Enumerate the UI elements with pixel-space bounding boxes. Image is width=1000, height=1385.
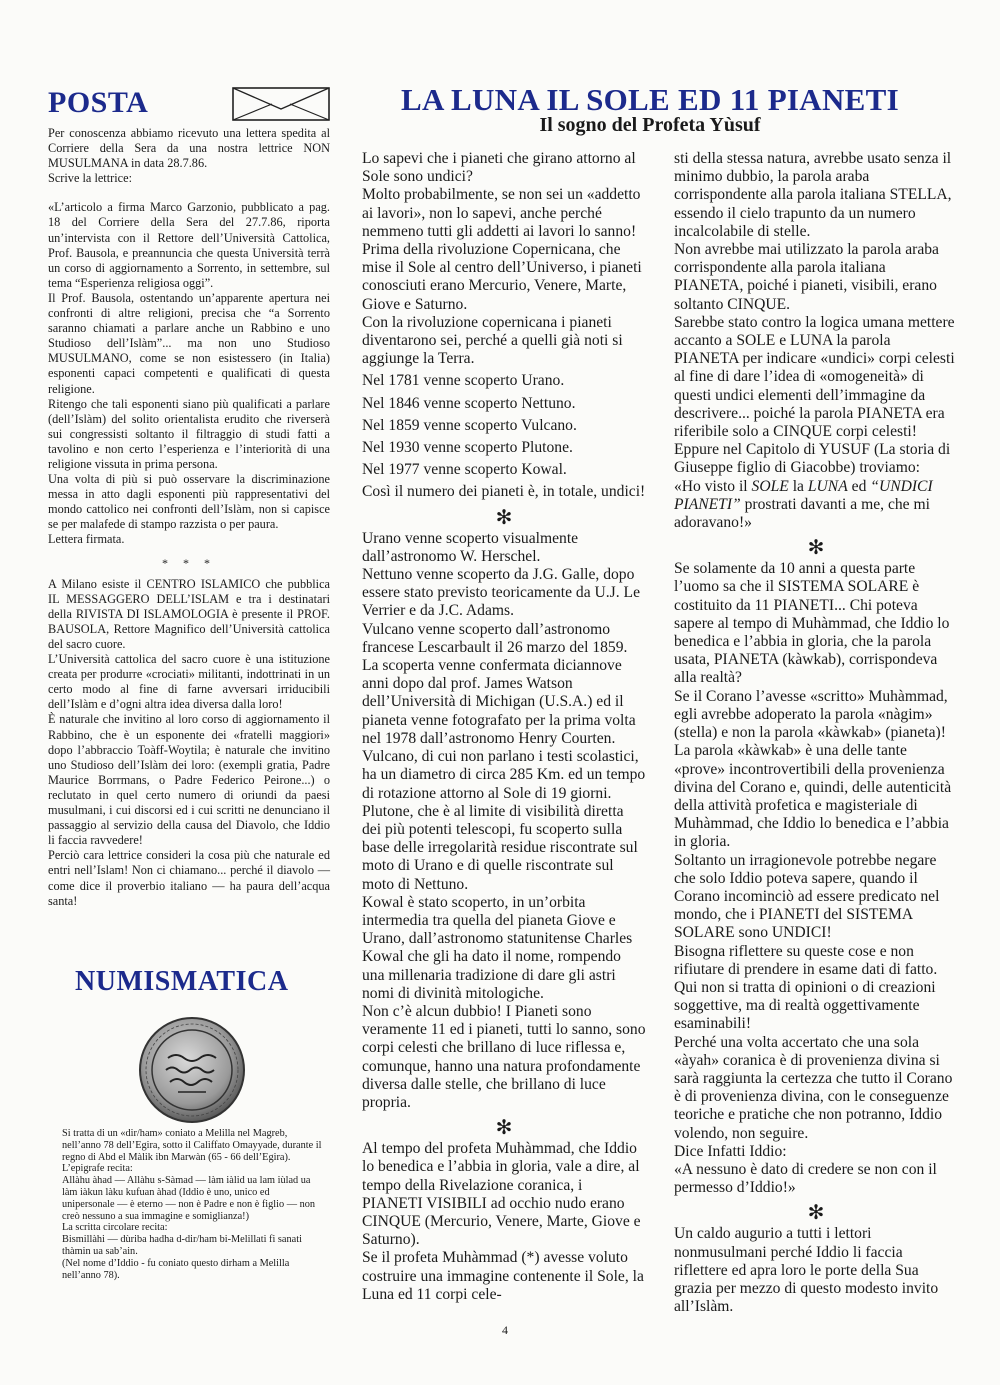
asterisk-separator: ✻ [495,504,513,529]
posta-body [48,126,330,909]
quran-quote [674,478,958,533]
article-paragraph: Prima della rivoluzione Copernicana, che mise il Sole al centro dell’Universo, i pianeti conosciuti erano Mercurio, Venere, Marte, Giove e Saturno. [362,241,642,313]
discovery-item: Nel 1930 venne scoperto Plutone. [362,439,573,457]
article-paragraph: Così il numero dei pianeti è, in totale, undici! [362,483,646,501]
page-number: 4 [502,1323,508,1337]
article-paragraph: Un caldo augurio a tutti i lettori nonmusulmani perché Iddio li faccia riflettere ed apra loro le porte della Sua grazia per mezzo di questo modesto invito all’Islàm. [674,1225,939,1316]
numismatica-title: NUMISMATICA [75,966,289,997]
article-paragraph: Lo sapevi che i pianeti che girano attorno al Sole sono undici? [362,150,636,186]
article-paragraph: La scoperta venne confermata diciannove anni dopo dal prof. James Watson dell’Università di Michigan (U.S.A.) ed il pianeta venne fotografato per la prima volta nel 1978 dall’astronomo Henry Courten. [362,657,636,747]
posta-paragraph: Il Prof. Bausola, ostentando un’apparente apertura nei confronti di altre religioni, precisa che “a Sorrento saranno chiamati a parlare anche un Rabbino e uno Studioso dell’Islàm”... ma non uno Studioso MUSULMANO, come se non esistessero (in Italia) esponenti capaci competenti e qualificati di questa religione. [48,290,330,396]
article-paragraph: Plutone, che è al limite di visibilità diretta dei più potenti telescopi, fu scoperto sulla base delle irregolarità residue riscontrate sul moto di Urano e di quelle riscontrate sul moto di Nettuno. [362,802,638,893]
caption-line: L’epigrafe recita: [62,1163,133,1175]
asterisk-separator: ✻ [495,1115,513,1140]
caption-line: (Nel nome d’Iddio - fu coniato questo dirham a Melilla nell’anno 78). [62,1257,290,1281]
article-paragraph: Bisogna riflettere su queste cose e non rifiutare di prendere in esame dati di fatto. [674,942,938,978]
article-paragraph: Se il Corano l’avesse «scritto» Muhàmmad, egli avrebbe adoperato la parola «nàgim» (stella) e non la parola «kàwkab» (pianeta)! [674,687,948,742]
quote-text: ed [847,477,871,495]
article-column-middle [362,150,646,1304]
article-paragraph: Qui non si tratta di opinioni o di creazioni soggettive, ma di realtà oggettivamente esaminabili! [674,978,936,1033]
quote-emphasis: SOLE [751,477,789,495]
caption-line: Bismillàhi — dùriba hadha d-dir/ham bi-Melillati fi sanati thàmin ua sab’ain. [62,1234,302,1257]
quote-text: prostrati davanti a me, che mi adoravano!» [674,495,930,532]
posta-paragraph: Perciò cara lettrice consideri la cosa più che naturale ed entri nell’Islam! Non ci chiamano... perché il diavolo — come dice il proverbio italiano — ha paura dell’acqua santa! [48,848,330,908]
article-paragraph: Non avrebbe mai utilizzato la parola araba corrispondente alla parola italiana PIANETA, poiché i pianeti, visibili, erano soltanto CINQUE. [674,241,939,313]
posta-title: POSTA [48,86,149,119]
discovery-item: Nel 1977 venne scoperto Kowal. [362,461,567,479]
article-title: LA LUNA IL SOLE ED 11 PIANETI [401,82,899,117]
envelope-icon [232,87,330,121]
posta-paragraph: Una volta di più si può osservare la discriminazione messa in atto dagli esponenti più rappresentativi del mondo cattolico nei confronti dell’Islàm, non si capisce se per malafede di stampo razzista o per paura. [48,472,330,532]
posta-signature: Lettera firmata. [48,532,125,547]
article-paragraph: Nettuno venne scoperto da J.G. Galle, dopo essere stato previsto teoricamente da U.J. Le Verrier e da J.C. Adams. [362,566,640,620]
article-paragraph: Soltanto un irragionevole potrebbe negare che solo Iddio poteva sapere, quando il Corano incominciò ad essere predicato nel mondo, che i PIANETI del SISTEMA SOLARE sono UNDICI! [674,851,940,942]
quote-text: «Ho visto il [674,477,752,495]
article-paragraph: Perché una volta accertato che una sola «àyah» coranica è di provenienza divina si sarà raggiunta la certezza che tutto il Corano è di provenienza divina, con le conseguenze teoriche e pratiche che non potranno, Iddio volendo, non seguire. [674,1033,953,1142]
article-subtitle: Il sogno del Profeta Yùsuf [539,114,761,136]
caption-line: Allàhu àhad — Allàhu s-Sàmad — làm iàlid ua lam iùlad ua làm iàkun làku kufuan àhad (Iddio è uno, unico ed unipersonale — è eterno — non è Padre e non è figlio — non creò nessuno a sua immagine e somiglianza!) [62,1175,316,1222]
posta-paragraph: È naturale che invitino al loro corso di aggiornamento il Rabbino, che è un esponente dei «fratelli maggiori» dopo l’abbraccio Toàff-Woytila; è naturale che invitino uno Studioso dell’Islàm dei loro: (exempli gratia, Padre Maurice Borrmans, o Padre Federico Peirone...) o reclutato in quel certo numero di oriundi da paesi musulmani, i cui discorsi ed i cui scritti ne denunciano il passaggio al servizio della causa del Diavolo, che Iddio li faccia ravvedere! [48,712,330,848]
article-paragraph: sti della stessa natura, avrebbe usato senza il minimo dubbio, la parola araba corrispondente alla parola italiana STELLA, essendo il cielo trapunto da un numero incalcolabile di stelle. [674,150,952,240]
posta-paragraph: Ritengo che tali esponenti siano più qualificati a parlare (dell’Islàm) del solito orientalista erudito che riverserà sui congressisti soltanto il filtraggio di studi fatti a tavolino e non certo l’esperienza e l’interiorità di una religione vissuta in prima persona. [48,396,330,471]
article-paragraph: Non c’è alcun dubbio! I Pianeti sono veramente 11 ed i pianeti, tutti lo sanno, sono corpi celesti che brillano di luce riflessa e, comunque, hanno una natura profondamente diversa dalle stelle, che brillano di luce propria. [362,1002,646,1111]
discovery-item: Nel 1859 venne scoperto Vulcano. [362,416,577,434]
posta-paragraph: Per conoscenza abbiamo ricevuto una lettera spedita al Corriere della Sera da una nostra lettrice NON MUSULMANA in data 28.7.86. [48,126,330,171]
asterisk-separator: ✻ [807,535,825,560]
article-paragraph: Se solamente da 10 anni a questa parte l’uomo sa che il SISTEMA SOLARE è costituito da 11 PIANETI... Chi poteva sapere al tempo di Muhàmmad, che Iddio lo benedica e l’abbia in gloria, che la parola usata, PIANETA (kàwkab), corrispondeva alla realtà? [674,560,950,687]
article-paragraph: Eppure nel Capitolo di YUSUF (La storia di Giuseppe figlio di Giacobbe) troviamo: [674,441,951,477]
article-paragraph: Sarebbe stato contro la logica umana mettere accanto a SOLE e LUNA la parola PIANETA per indicare «undici» corpi celesti al fine di dare l’idea di «omogeneità» di questi undici elementi dell’immagine da descrivere... poiché la parola PIANETA era riferibile solo a CINQUE corpi celesti! [674,313,955,441]
quote-emphasis: LUNA [807,477,848,495]
article-paragraph: Molto probabilmente, se non sei un «addetto ai lavori», non lo sapevi, anche perché nemmeno tutti gli addetti ai lavori lo sanno! [362,186,641,240]
article-paragraph: Con la rivoluzione copernicana i pianeti diventarono sei, perché a quelli già noti si aggiunge la Terra. [362,313,623,368]
article-column-right [674,150,958,1316]
posta-paragraph: «L’articolo a firma Marco Garzonio, pubblicato a pag. 18 del Corriere della Sera del 27.7.86, riporta un’intervista con il Rettore dell’Università Cattolica, Prof. Bausola, e preannuncia che questa Università terrà un corso di aggiornamento a Sorrento, in settembre, sul tema “Esperienza religiosa oggi”. [48,200,330,290]
asterisk-separator: ✻ [807,1200,825,1225]
posta-paragraph: A Milano esiste il CENTRO ISLAMICO che pubblica IL MESSAGGERO DELL’ISLAM e tra i destinatari della RIVISTA DI ISLAMOLOGIA è presente il PROF. BAUSOLA, Rettore Magnifico dell’Università cattolica del sacro cuore. [48,576,330,651]
discovery-item: Nel 1781 venne scoperto Urano. [362,372,565,390]
coin-caption [62,1128,324,1281]
section-separator: * * * [162,555,216,570]
quote-emphasis: “UNDICI PIANETI” [674,477,933,513]
article-paragraph: Se il profeta Muhàmmad (*) avesse voluto costruire una immagine contenente il Sole, la Luna ed 11 corpi cele- [362,1249,644,1303]
article-paragraph: Kowal è stato scoperto, in un’orbita intermedia tra quella del pianeta Giove e Urano, dall’astronomo statunitense Charles Kowal che gli ha dato il nome, rompendo una millenaria tradizione di dare gli astri nomi di divinità mitologiche. [362,893,633,1002]
article-paragraph: Al tempo del profeta Muhàmmad, che Iddio lo benedica e l’abbia in gloria, vale a dire, al tempo della Rivelazione coranica, i PIANETI VISIBILI ad occhio nudo erano CINQUE (Mercurio, Venere, Marte, Giove e Saturno). [362,1140,641,1249]
quote-text: la [788,477,808,495]
caption-line: Si tratta di un «dir/ham» coniato a Melilla nel Magreb, nell’anno 78 dell’Egira, sotto il Califfato Omayyade, durante il regno di Abd el Màlik ibn Marwàn (65 - 66 dell’Egira). [62,1128,322,1163]
article-paragraph: La parola «kàwkab» è una delle tante «prove» incontrovertibili della provenienza divina del Corano e, quindi, delle autenticità della attività profetica e magisteriale di Muhàmmad, che Iddio lo benedica e l’abbia in gloria. [674,742,952,851]
posta-paragraph: Scrive la lettrice: [48,171,132,186]
article-paragraph: «A nessuno è dato di credere se non con il permesso d’Iddio!» [674,1160,937,1197]
posta-paragraph: L’Università cattolica del sacro cuore è una istituzione creata per produrre «crociati» militanti, indottrinati in un certo modo al fine di farne avversari irriducibili dell’Islàm e d’ogni altra idea diversa dalla loro! [48,652,330,712]
article-paragraph: Vulcano venne scoperto dall’astronomo francese Lescarbault il 26 marzo del 1859. [362,620,628,656]
article-paragraph: Urano venne scoperto visualmente dall’astronomo W. Herschel. [362,529,579,565]
discovery-item: Nel 1846 venne scoperto Nettuno. [362,394,576,412]
coin-image [138,1016,246,1124]
caption-line: La scritta circolare recita: [62,1222,168,1234]
article-paragraph: Dice Infatti Iddio: [674,1142,787,1160]
article-paragraph: Vulcano, di cui non parlano i testi scolastici, ha un diametro di circa 285 Km. ed un tempo di rotazione attorno al Sole di 19 giorni. [362,748,646,802]
